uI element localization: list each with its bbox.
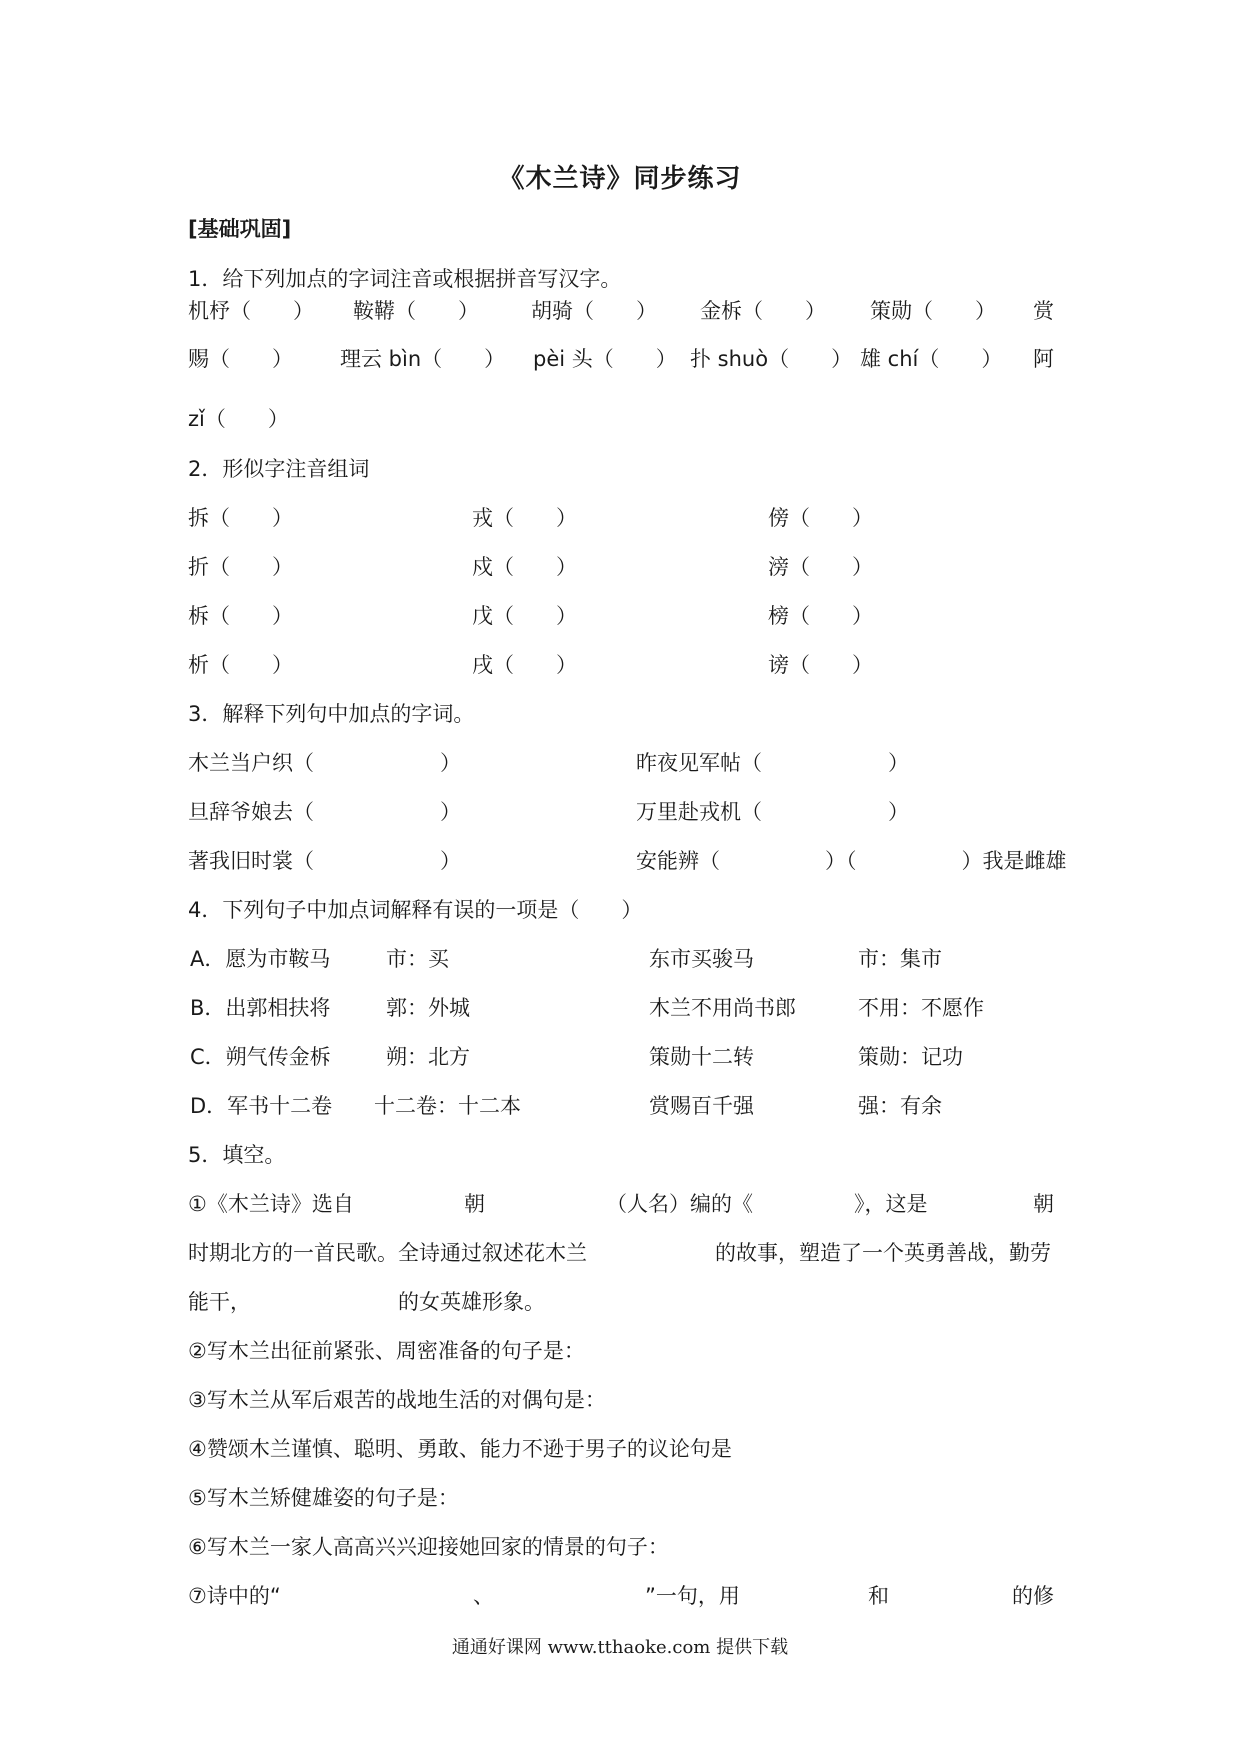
q5-prompt: 5．填空。 [188,1143,286,1167]
q4-gloss: 不用：不愿作 [858,996,984,1020]
q4-prompt: 4．下列句子中加点词解释有误的一项是（ ） [188,898,643,922]
q5-item-5: ⑤写木兰矫健雄姿的句子是： [188,1486,459,1510]
q4-sentence: 东市买骏马 [649,947,754,971]
q2-item: 戊（ ） [472,604,577,628]
q1-item: 赐（ ） [188,347,293,371]
q5-text: 时期北方的一首民歌。全诗通过叙述花木兰 [188,1241,587,1265]
q1-item: 金柝（ ） [700,299,826,323]
q2-item: 柝（ ） [188,604,293,628]
q3-prompt: 3．解释下列句中加点的字词。 [188,702,475,726]
q4-option-d [188,1091,1058,1121]
q1-row-3: zǐ（ ） [188,407,289,431]
q3-item: 著我旧时裳（ ） [188,849,461,873]
q5-item-6: ⑥写木兰一家人高高兴兴迎接她回家的情景的句子： [188,1535,669,1559]
q1-item: 理云 bìn（ ） [340,347,506,371]
q2-item: 滂（ ） [768,555,873,579]
q5-text: ”一句，用 [645,1584,740,1608]
q3-row-3 [188,846,1067,876]
q4-gloss: 朔：北方 [386,1045,470,1069]
q3-row-1 [188,748,1058,778]
q4-option-c [188,1042,1058,1072]
q2-row-4 [188,650,1058,680]
q4-sentence: C．朔气传金柝 [190,1045,331,1069]
page-title: 《木兰诗》同步练习 [498,164,742,194]
q4-option-a [188,944,1058,974]
q1-item: 胡骑（ ） [531,299,657,323]
q5-line-3 [188,1287,1058,1317]
section-heading: [基础巩固] [188,217,292,241]
q3-row-2 [188,797,1058,827]
q2-row-1 [188,503,1058,533]
q1-prompt: 1．给下列加点的字词注音或根据拼音写汉字。 [188,267,622,291]
q5-text: 朝 [464,1192,485,1216]
q4-sentence: D．军书十二卷 [190,1094,333,1118]
q3-item: 木兰当户织（ ） [188,751,461,775]
q5-text: 能干， [188,1290,251,1314]
q2-item: 戍（ ） [472,555,577,579]
q4-sentence: A．愿为市鞍马 [190,947,331,971]
q2-item: 折（ ） [188,555,293,579]
q5-line-7 [188,1581,1058,1611]
q5-text: 朝 [1033,1192,1054,1216]
q5-text: 的修 [1012,1584,1054,1608]
q4-gloss: 市：买 [386,947,449,971]
q3-item: 安能辨（ ）（ ）我是雌雄 [636,849,1067,873]
q2-item: 析（ ） [188,653,293,677]
q2-item: 戎（ ） [472,506,577,530]
q2-prompt: 2．形似字注音组词 [188,457,370,481]
q2-item: 戌（ ） [472,653,577,677]
q1-item: 扑 shuò（ ） [690,347,853,371]
q2-item: 谤（ ） [768,653,873,677]
q5-line-2 [188,1238,1058,1268]
q3-item: 昨夜见军帖（ ） [636,751,909,775]
q1-item: 雄 chí（ ） [860,347,1003,371]
q1-row-1 [188,296,1058,326]
q5-line-1 [188,1189,1058,1219]
q4-sentence: 策勋十二转 [649,1045,754,1069]
q1-item: 鞍鞯（ ） [353,299,479,323]
q5-text: 和 [868,1584,889,1608]
q4-gloss: 市：集市 [858,947,942,971]
q3-item: 万里赴戎机（ ） [636,800,909,824]
q5-text: ①《木兰诗》选自 [188,1192,354,1216]
q1-item: 策勋（ ） [870,299,996,323]
q5-text: （人名）编的《 [606,1192,753,1216]
page-footer: 通通好课网 www.tthaoke.com 提供下载 [451,1637,789,1658]
q5-item-4: ④赞颂木兰谨慎、聪明、勇敢、能力不逊于男子的议论句是 [188,1437,732,1461]
q1-item: pèi 头（ ） [533,347,677,371]
q5-text: 的故事，塑造了一个英勇善战，勤劳 [715,1241,1051,1265]
q4-gloss: 十二卷：十二本 [374,1094,521,1118]
q5-text: 》，这是 [854,1192,928,1216]
q2-row-3 [188,601,1058,631]
q5-text: 的女英雄形象。 [398,1290,545,1314]
q2-item: 拆（ ） [188,506,293,530]
q4-sentence: 赏赐百千强 [649,1094,754,1118]
q5-item-3: ③写木兰从军后艰苦的战地生活的对偶句是： [188,1388,606,1412]
q1-item: 机杼（ ） [188,299,314,323]
q1-item: 赏 [1033,299,1054,323]
q5-text: 、 [473,1584,494,1608]
q3-item: 旦辞爷娘去（ ） [188,800,461,824]
q2-row-2 [188,552,1058,582]
q4-gloss: 策勋：记功 [858,1045,963,1069]
q2-item: 傍（ ） [768,506,873,530]
q2-item: 榜（ ） [768,604,873,628]
q5-item-2: ②写木兰出征前紧张、周密准备的句子是： [188,1339,585,1363]
q4-sentence: 木兰不用尚书郎 [649,996,796,1020]
q1-row-2 [188,344,1058,374]
q5-text: ⑦诗中的“ [188,1584,281,1608]
q1-item: 阿 [1033,347,1054,371]
q4-sentence: B．出郭相扶将 [190,996,331,1020]
q4-option-b [188,993,1058,1023]
q4-gloss: 郭：外城 [386,996,470,1020]
q4-gloss: 强：有余 [858,1094,942,1118]
